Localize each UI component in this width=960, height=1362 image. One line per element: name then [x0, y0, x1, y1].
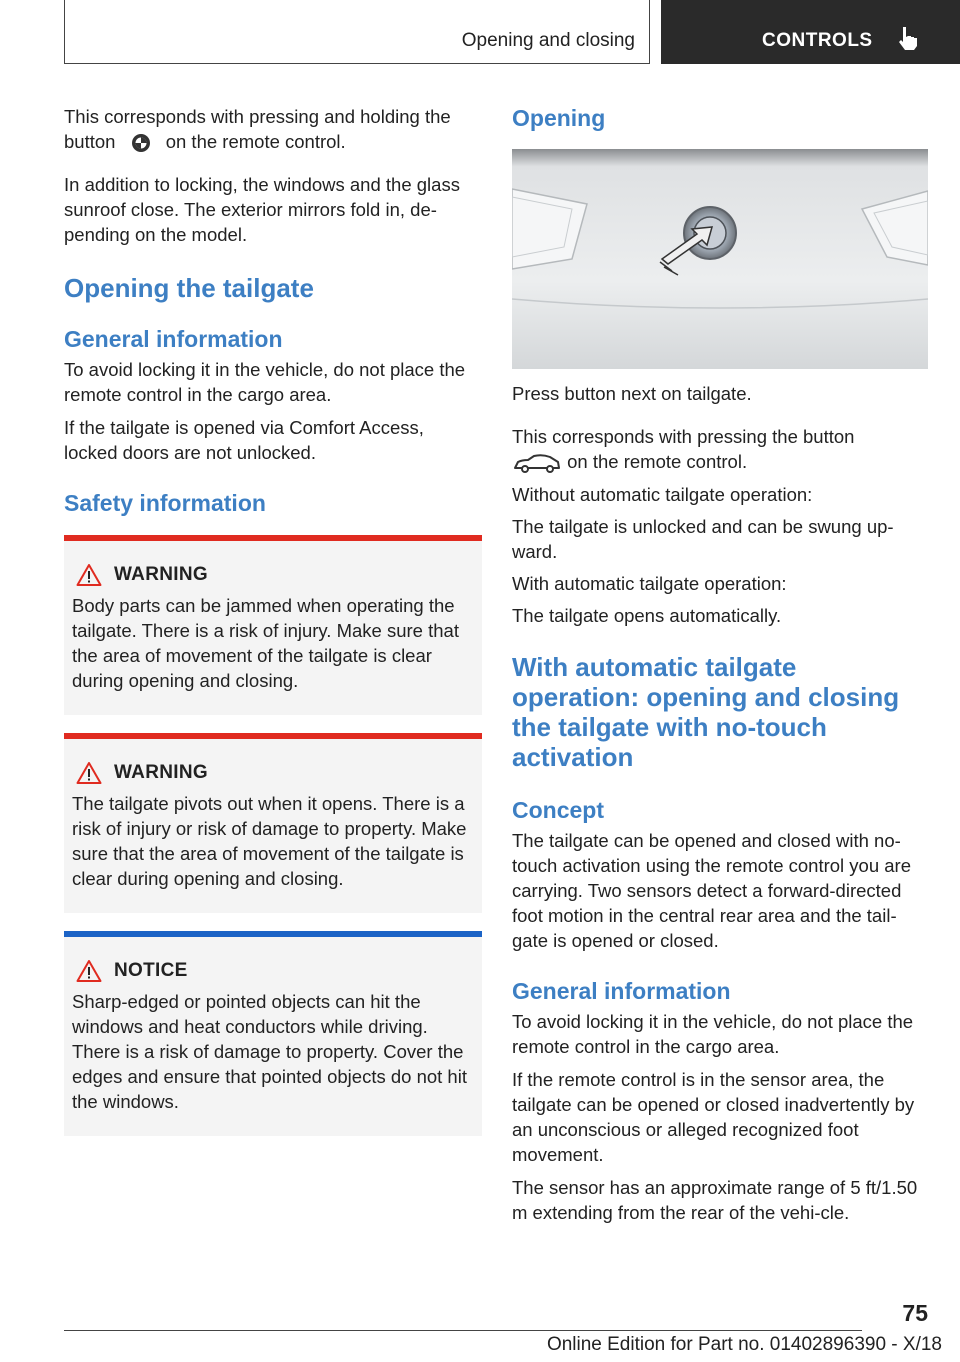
paragraph-sensor-range: The sensor has an approximate range of 5 ft/1.50 m extending from the rear of the vehi‐cle. — [512, 1177, 918, 1224]
tailgate-photo — [512, 149, 928, 369]
warning-title: WARNING — [114, 762, 208, 784]
paragraph-opens-auto: The tailgate opens automatically. — [512, 605, 782, 627]
paragraph-corresponds-button: This corresponds with pressing the button on the remote control. — [512, 424, 928, 474]
header-section-tab — [64, 0, 650, 64]
header-chapter-title: CONTROLS — [762, 30, 873, 51]
warning-box-1 — [64, 535, 482, 715]
bmw-logo-icon — [121, 132, 161, 154]
paragraph-avoid-locking-right: To avoid locking it in the vehicle, do not place the remote control in the cargo area. — [512, 1011, 914, 1058]
heading-general-information: General information — [64, 326, 283, 353]
header-chapter-tab — [661, 0, 960, 64]
paragraph-lock-close: In addition to locking, the windows and the glass sunroof close. The exterior mirrors fold in, de‐pending on the model. — [64, 174, 460, 246]
footer-edition: Online Edition for Part no. 01402896390 - X/18 — [546, 1334, 942, 1355]
warning-triangle-icon — [76, 563, 102, 587]
warning-title: WARNING — [114, 564, 208, 586]
paragraph-with-auto: With automatic tailgate operation: — [512, 573, 787, 595]
warning-triangle-icon — [76, 761, 102, 785]
paragraph-concept: The tailgate can be opened and closed with no-touch activation using the remote control you are carrying. Two sensors detect a forward-directed foot motion in the central rear area and the tail‐gate is opened or closed. — [512, 830, 912, 952]
paragraph-comfort-access: If the tailgate is opened via Comfort Access, locked doors are not unlocked. — [64, 417, 424, 464]
notice-title: NOTICE — [114, 960, 188, 982]
warning-text: Body parts can be jammed when operating the tailgate. There is a risk of injury. Make sure that the area of movement of the tailgate is clear during opening and closing. — [72, 595, 459, 692]
hand-pointer-icon — [894, 24, 922, 52]
paragraph-without-auto: Without automatic tailgate operation: — [512, 484, 813, 506]
right-column — [512, 100, 928, 1225]
paragraph-unlocked-swung: The tailgate is unlocked and can be swung up‐ward. — [512, 516, 894, 563]
notice-box — [64, 931, 482, 1136]
heading-opening-tailgate: Opening the tailgate — [64, 273, 314, 304]
heading-concept: Concept — [512, 797, 604, 824]
page-number: 75 — [902, 1300, 928, 1326]
paragraph-avoid-locking: To avoid locking it in the vehicle, do not place the remote control in the cargo area. — [64, 359, 466, 406]
paragraph-remote-lock: This corresponds with pressing and holding the button on the remote control. — [64, 104, 482, 154]
heading-no-touch-activation: With automatic tailgate operation: opening and closing the tailgate with no-touch activation — [512, 652, 900, 773]
heading-general-information-right: General information — [512, 978, 731, 1005]
heading-safety-information: Safety information — [64, 490, 266, 517]
warning-text: The tailgate pivots out when it opens. There is a risk of injury or risk of damage to property. Make sure that the area of movement of the tailgate is clear during opening and closing. — [72, 793, 467, 890]
paragraph-press-button: Press button next on tailgate. — [512, 383, 752, 404]
notice-text: Sharp-edged or pointed objects can hit the windows and heat conductors while driving. There is a risk of damage to property. Cover the edges and ensure that pointed objects do not hit the windows. — [72, 991, 467, 1113]
car-tailgate-icon — [512, 452, 562, 474]
paragraph-sensor-area: If the remote control is in the sensor area, the tailgate can be opened or closed inadvertently by an unconscious or alleged recognized foot movement. — [512, 1069, 915, 1166]
header-section-title: Opening and closing — [461, 30, 635, 51]
warning-box-2 — [64, 733, 482, 913]
footer-divider — [64, 1330, 862, 1331]
left-column — [64, 100, 482, 1136]
notice-triangle-icon — [76, 959, 102, 983]
heading-opening: Opening — [512, 105, 606, 131]
